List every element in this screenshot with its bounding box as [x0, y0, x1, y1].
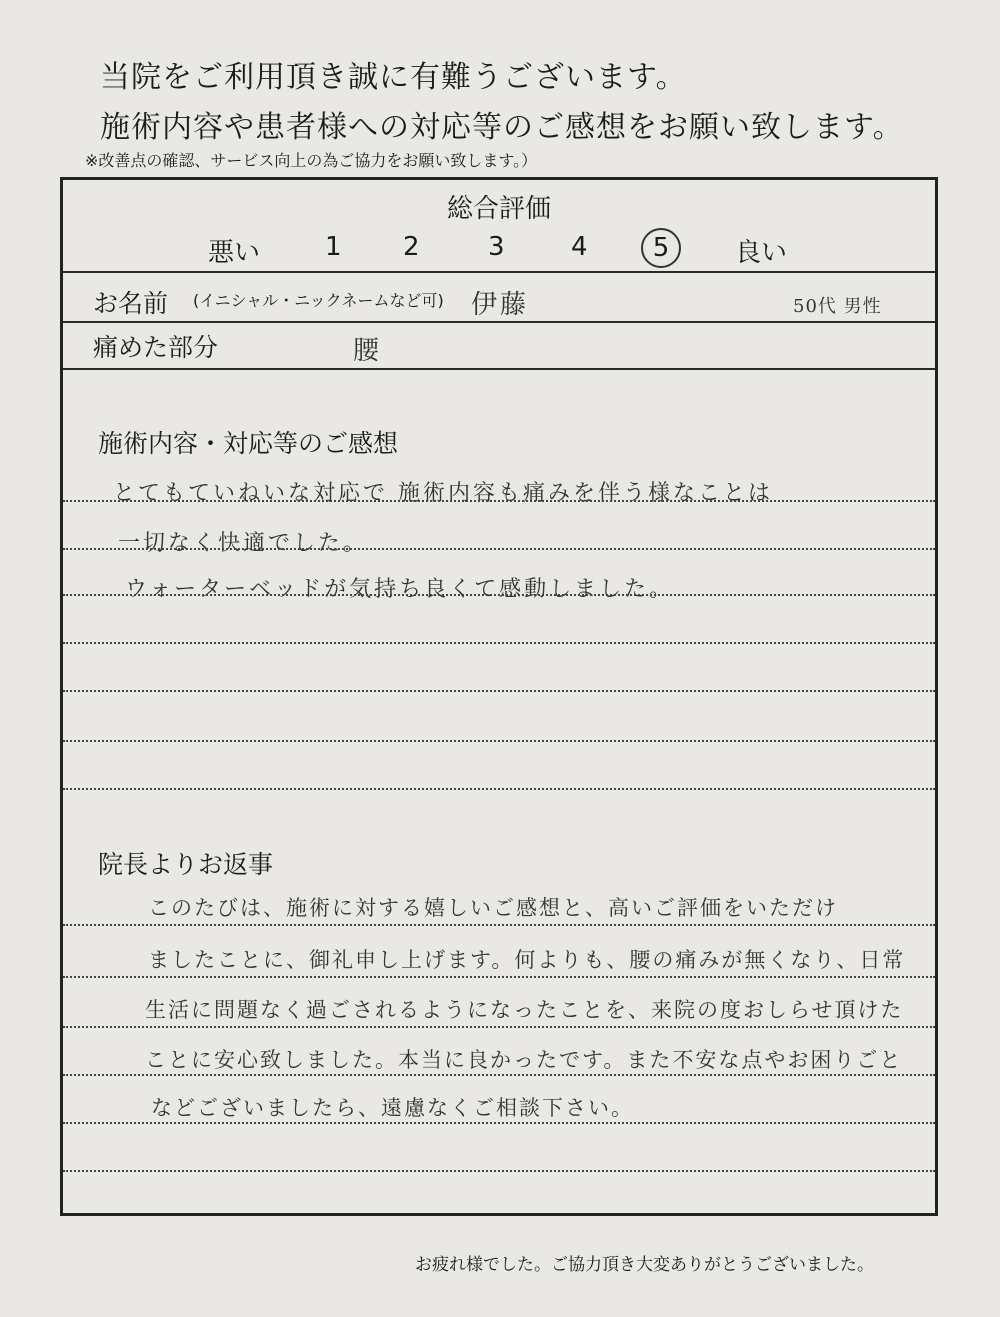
ruled-line [63, 1122, 935, 1124]
divider [63, 321, 935, 323]
rating-option-4: 4 [571, 232, 588, 262]
reply-line-4: ことに安心致しました。本当に良かったです。また不安な点やお困りごと [145, 1048, 903, 1072]
reply-line-5: などございましたら、遠慮なくご相談下さい。 [151, 1096, 634, 1120]
ruled-line [63, 548, 935, 550]
header-line-2: 施術内容や患者様への対応等のご感想をお願い致します。 [100, 110, 904, 145]
rating-title: 総合評価 [446, 194, 551, 224]
impressions-label: 施術内容・対応等のご感想 [98, 429, 399, 458]
rating-option-2: 2 [403, 232, 420, 262]
ruled-line [63, 642, 935, 644]
ruled-line [63, 1026, 935, 1028]
header-note: ※改善点の確認、サービス向上の為ご協力をお願い致します。） [85, 151, 538, 170]
rating-good-label: 良い [735, 238, 788, 268]
name-hint: (イニシャル・ニックネームなど可) [193, 291, 444, 310]
age-gender-value: 50代 男性 [793, 296, 882, 317]
rating-option-5-label: 5 [652, 233, 670, 263]
ruled-line [63, 740, 935, 742]
rating-option-3: 3 [488, 232, 505, 262]
rating-bad-label: 悪い [208, 238, 261, 268]
rating-option-5-circled [641, 228, 681, 268]
survey-form [60, 177, 938, 1216]
divider [63, 271, 935, 273]
ruled-line [63, 1170, 935, 1172]
ruled-line [63, 924, 935, 926]
reply-line-2: ましたことに、御礼申し上げます。何よりも、腰の痛みが無くなり、日常 [148, 948, 906, 972]
ruled-line [63, 500, 935, 502]
ruled-line [63, 788, 935, 790]
reply-line-3: 生活に問題なく過ごされるようになったことを、来院の度おしらせ頂けた [145, 998, 904, 1022]
reply-line-1: このたびは、施術に対する嬉しいご感想と、高いご評価をいただけ [148, 896, 838, 920]
ruled-line [63, 594, 935, 596]
footer-thanks: お疲れ様でした。ご協力頂き大変ありがとうございました。 [415, 1255, 874, 1275]
pain-area-label: 痛めた部分 [93, 333, 219, 362]
impressions-line-2: 一切なく快適でした。 [118, 531, 369, 556]
name-label: お名前 [93, 289, 169, 318]
impressions-line-1: とてもていねいな対応で 施術内容も痛みを伴う様なことは [113, 481, 773, 506]
rating-option-1: 1 [325, 232, 342, 262]
reply-label: 院長よりお返事 [98, 850, 274, 879]
ruled-line [63, 976, 935, 978]
divider [63, 368, 935, 370]
pain-area-value: 腰 [353, 336, 383, 366]
header-line-1: 当院をご利用頂き誠に有難うございます。 [100, 60, 687, 95]
name-value: 伊藤 [471, 290, 530, 320]
ruled-line [63, 1074, 935, 1076]
ruled-line [63, 690, 935, 692]
impressions-line-3: ウォーターベッドが気持ち良くて感動しました。 [125, 577, 675, 602]
